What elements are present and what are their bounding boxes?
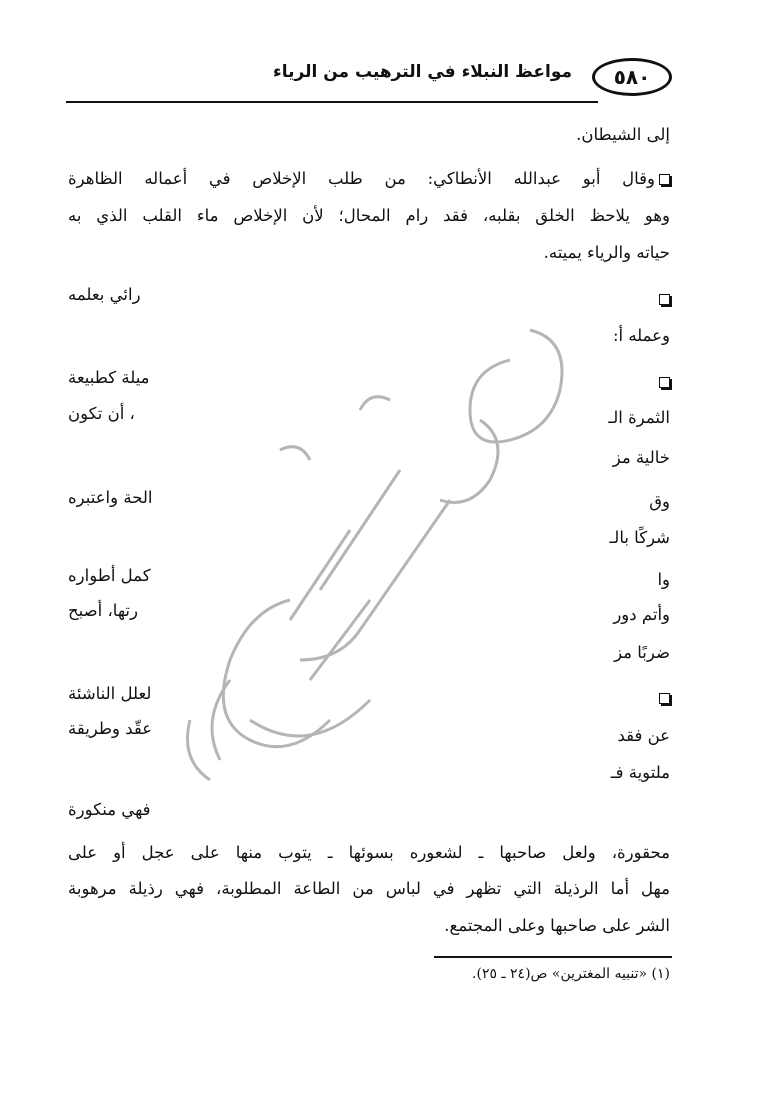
paragraph-line xyxy=(68,169,670,189)
text-line: وق xyxy=(649,492,670,511)
text-line: الحة واعتبره xyxy=(68,488,153,507)
text-line: لعلل الناشئة xyxy=(68,684,152,703)
page-header xyxy=(66,58,672,98)
text-line: كمل أطواره xyxy=(68,566,151,585)
square-bullet-icon xyxy=(659,294,670,305)
text-line: وهو يلاحظ الخلق بقلبه، فقد رام المحال؛ لأن الإخلاص ماء القلب الذي به xyxy=(68,206,670,225)
text-line: ، أن تكون xyxy=(68,404,135,423)
waqf-watermark xyxy=(150,300,620,800)
text-line: ملتوية فـ xyxy=(610,763,670,782)
footnote: (١) «تنبيه المغترين» ص(٢٤ ـ ٢٥). xyxy=(472,966,670,982)
square-bullet-icon xyxy=(659,377,670,388)
paragraph-marker-line xyxy=(655,372,670,392)
text-line: مهل أما الرذيلة التي تظهر في لباس من الطاعة المطلوبة، فهي رذيلة مرهوبة xyxy=(68,879,670,898)
text-line: عقّد وطريقة xyxy=(68,719,153,738)
paragraph-marker-line xyxy=(655,289,670,309)
text-line: وأتم دور xyxy=(613,605,670,624)
text-line: رتها، أصبح xyxy=(68,601,138,620)
text-line: رائي بعلمه xyxy=(68,285,141,304)
text-line: حياته والرياء يميته. xyxy=(543,243,670,262)
text-line: إلى الشيطان. xyxy=(576,125,670,144)
square-bullet-icon xyxy=(659,174,670,185)
text-line: فهي منكورة xyxy=(68,800,151,819)
text-line: وا xyxy=(657,570,670,589)
footnote-rule xyxy=(434,956,672,958)
text-line: الشر على صاحبها وعلى المجتمع. xyxy=(444,916,670,935)
square-bullet-icon xyxy=(659,693,670,704)
text-line: وقال أبو عبدالله الأنطاكي: من طلب الإخلاص في أعماله الظاهرة xyxy=(68,169,655,188)
text-line: شركًا بالـ xyxy=(609,528,670,547)
text-line: ميلة كطبيعة xyxy=(68,368,150,387)
text-line: خالية مز xyxy=(612,448,670,467)
text-line: ضربًا مز xyxy=(614,643,670,662)
text-line: عن فقد xyxy=(617,726,670,745)
header-rule xyxy=(66,101,598,103)
running-title: مواعظ النبلاء في الترهيب من الرياء xyxy=(273,62,572,82)
page-number: ٥٨٠ xyxy=(592,58,672,96)
paragraph-marker-line xyxy=(655,688,670,708)
text-line: محقورة، ولعل صاحبها ـ لشعوره بسوئها ـ يتوب منها على عجل أو على xyxy=(68,843,670,862)
text-line: وعمله أ: xyxy=(612,326,670,345)
text-line: الثمرة الـ xyxy=(608,408,670,427)
